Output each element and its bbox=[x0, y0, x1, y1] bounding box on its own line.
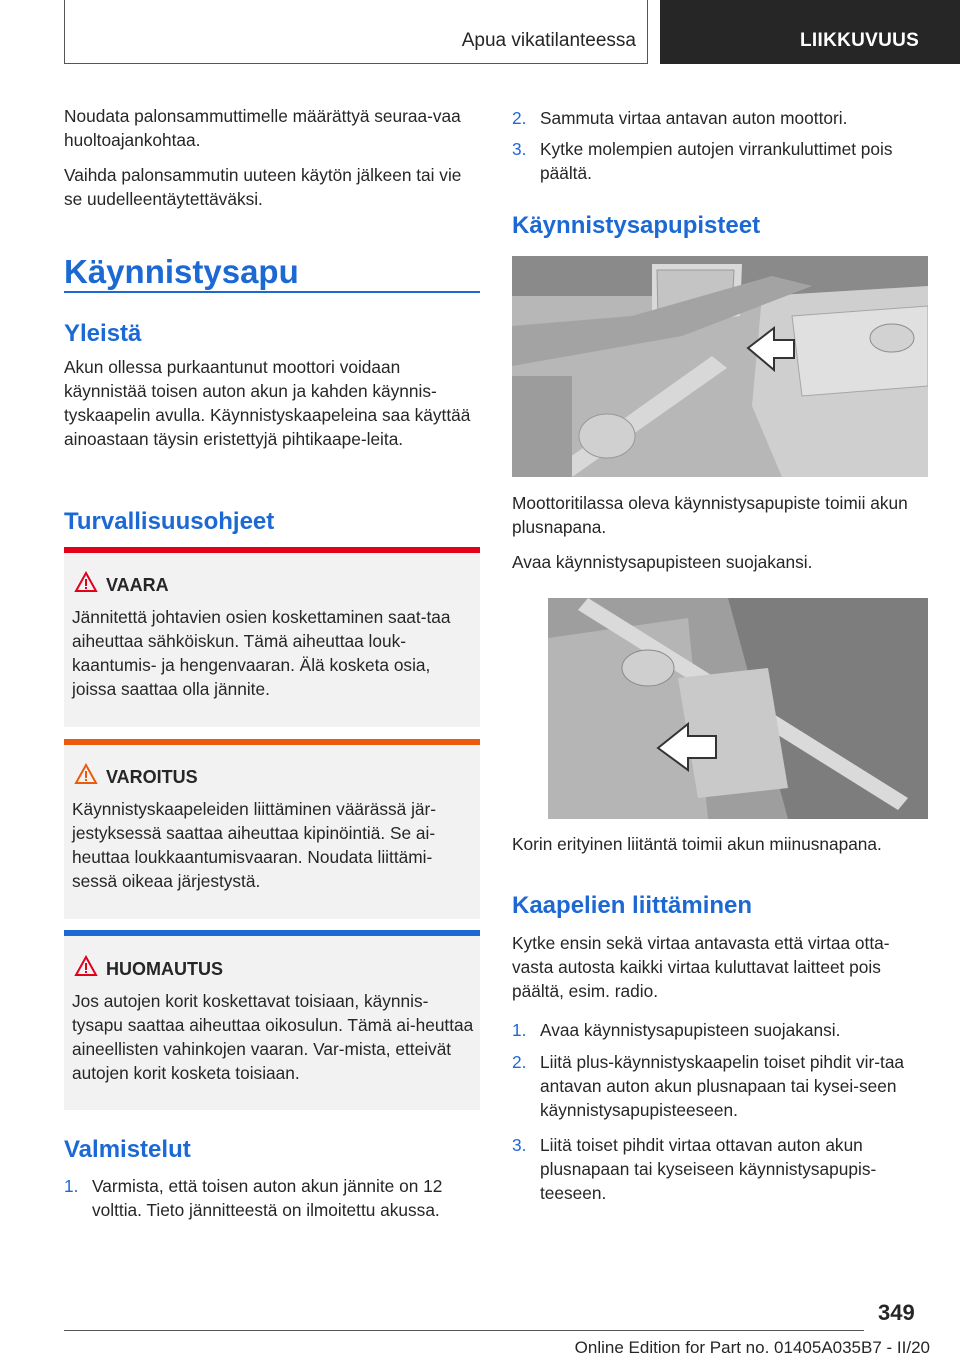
intro-paragraph-2: Vaihda palonsammutin uuteen käytön jälkeen tai vie se uudelleentäytettäväksi. bbox=[64, 165, 462, 209]
header-chapter-tab: LIIKKUVUUS bbox=[660, 0, 960, 64]
warning-triangle-icon bbox=[74, 955, 98, 977]
caption-plus-point: Moottoritilassa oleva käynnistysapupiste toimii akun plusnapana. bbox=[512, 493, 908, 537]
warning-triangle-icon bbox=[74, 763, 98, 785]
page-title: Käynnistysapu bbox=[64, 253, 299, 290]
step-number: 3. bbox=[512, 139, 527, 159]
step-text: Sammuta virtaa antavan auton moottori. bbox=[540, 108, 848, 128]
warning-text: Jännitettä johtavien osien koskettaminen saat-taa aiheuttaa sähköiskun. Tämä aiheuttaa louk-kaantumis- ja hengenvaaran. Älä kosketa osia, joissa saattaa olla jännite. bbox=[72, 607, 451, 699]
header-section-title: Apua vikatilanteessa bbox=[461, 30, 636, 51]
step-number: 2. bbox=[512, 108, 527, 128]
ground-point-photo bbox=[548, 598, 928, 819]
step-text: Liitä toiset pihdit virtaa ottavan auton akun plusnapaan tai kyseiseen käynnistysapupis-teeseen. bbox=[540, 1135, 877, 1203]
intro-paragraph-1: Noudata palonsammuttimelle määrättyä seuraa-vaa huoltoajankohtaa. bbox=[64, 106, 461, 150]
title-rule bbox=[64, 291, 480, 293]
step-number: 1. bbox=[64, 1176, 79, 1196]
warning-text: Käynnistyskaapeleiden liittäminen väärässä jär-jestyksessä saattaa aiheuttaa kipinöintiä. Se ai-heuttaa loukkaantumisvaaran. Noudata liittämi-sessä oikeaa järjestystä. bbox=[72, 799, 437, 891]
warning-title: VAARA bbox=[106, 575, 169, 595]
warning-title: HUOMAUTUS bbox=[106, 959, 223, 979]
warning-box-notice bbox=[64, 930, 480, 1110]
footer-rule bbox=[64, 1330, 864, 1331]
warning-title: VAROITUS bbox=[106, 767, 198, 787]
heading-jump-points: Käynnistysapupisteet bbox=[512, 212, 761, 239]
warning-bar bbox=[64, 930, 480, 936]
general-text: Akun ollessa purkaantunut moottori voidaan käynnistää toisen auton akun ja kahden käynnis-tyskaapelin avulla. Käynnistyskaapeleina saa käyttää ainoastaan täysin eristettyjä pihtikaape-leita. bbox=[64, 357, 471, 449]
warning-box-danger bbox=[64, 547, 480, 727]
connect-intro: Kytke ensin sekä virtaa antavasta että virtaa otta-vasta autosta kaikki virtaa kuluttavat laitteet pois päältä, esim. radio. bbox=[512, 933, 890, 1001]
footer-edition: Online Edition for Part no. 01405A035B7 - II/20 bbox=[574, 1338, 930, 1357]
heading-preparation: Valmistelut bbox=[64, 1136, 191, 1163]
warning-bar bbox=[64, 739, 480, 745]
step-text: Liitä plus-käynnistyskaapelin toiset pihdit vir-taa antavan auton akun plusnapaan tai kysei-seen käynnistysapupisteeseen. bbox=[540, 1052, 905, 1120]
warning-box-caution bbox=[64, 739, 480, 919]
step-number: 1. bbox=[512, 1020, 527, 1040]
page-number: 349 bbox=[878, 1300, 915, 1325]
step-number: 2. bbox=[512, 1052, 527, 1072]
step-number: 3. bbox=[512, 1135, 527, 1155]
engine-bay-photo bbox=[512, 256, 928, 477]
heading-safety: Turvallisuusohjeet bbox=[64, 508, 275, 535]
heading-connect-cables: Kaapelien liittäminen bbox=[512, 892, 753, 919]
warning-bar bbox=[64, 547, 480, 553]
step-text: Kytke molempien autojen virrankuluttimet pois päältä. bbox=[540, 139, 893, 183]
warning-text: Jos autojen korit koskettavat toisiaan, käynnis-tysapu saattaa aiheuttaa oikosulun. Tämä ai-heuttaa aineellisten vahinkojen vaaran. Var-mista, etteivät autojen korit kosketa toisiaan. bbox=[72, 991, 474, 1083]
heading-general: Yleistä bbox=[64, 320, 142, 347]
caption-open-cover: Avaa käynnistysapupisteen suojakansi. bbox=[512, 552, 813, 572]
step-text: Varmista, että toisen auton akun jännite on 12 volttia. Tieto jännitteestä on ilmoitettu akussa. bbox=[92, 1176, 443, 1220]
warning-triangle-icon bbox=[74, 571, 98, 593]
step-text: Avaa käynnistysapupisteen suojakansi. bbox=[540, 1020, 841, 1040]
caption-minus-point: Korin erityinen liitäntä toimii akun miinusnapana. bbox=[512, 834, 882, 854]
